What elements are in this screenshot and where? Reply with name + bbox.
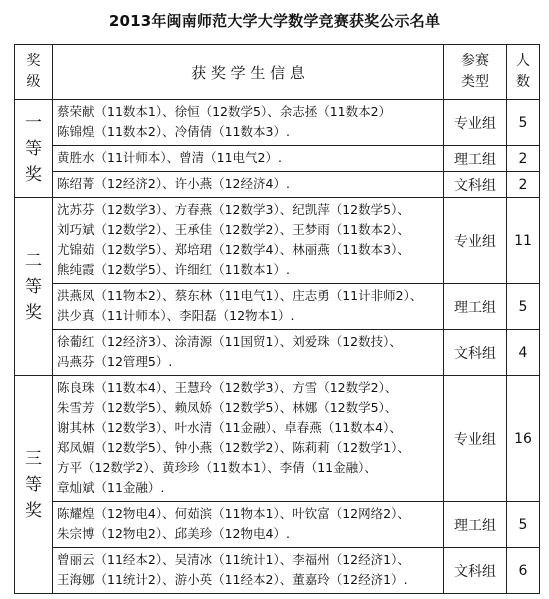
winner-names-line: 尤锦茹（12数学5）、郑培珺（12数学4）、林丽燕（11数本3）、 [57,242,410,257]
winner-names-line: 郑凤媚（12数学5）、钟小燕（12数学2）、陈莉莉（12数学1）、 [57,440,410,455]
winner-count-cell: 5 [507,284,540,330]
group-type-cell: 理工组 [444,284,507,330]
winner-count-cell: 6 [507,548,540,594]
group-type-cell: 文科组 [444,172,507,198]
award-level-char: 等 [25,138,42,159]
award-level-char: 奖 [25,500,42,521]
award-row [15,172,540,198]
award-level-char: 等 [25,276,42,297]
winner-names-line: 朱雪芳（12数学5）、赖凤娇（12数学5）、林娜（12数学5）、 [57,400,398,415]
winner-count-cell: 2 [507,172,540,198]
group-type-cell: 理工组 [444,502,507,548]
header-level-line: 奖 [26,53,41,69]
award-row [15,146,540,172]
award-row [15,548,540,594]
header-level [15,45,53,100]
winner-names-line: 蔡荣献（11数本1）、徐恒（12数学5）、余志拯（11数本2） [57,104,392,119]
page-title: 2013年闽南师范大学大学数学竞赛获奖公示名单 [108,12,441,30]
winner-names-line: 黄胜水（11计师本）、曾清（11电气2）. [57,150,282,165]
header-group-line: 类型 [461,74,489,90]
award-row [15,502,540,548]
winner-names-line: 曾丽云（11经本2）、吴清冰（11统计1）、李福州（12经济1）、 [57,552,410,567]
winner-names-cell [53,376,444,502]
winner-names-cell [53,146,444,172]
award-level-cell [15,100,53,198]
winner-count-cell: 5 [507,502,540,548]
award-table [14,44,540,594]
award-level-char: 奖 [25,164,42,185]
winner-names-cell [53,172,444,198]
award-level-cell [15,198,53,376]
winner-names-cell [53,100,444,146]
winner-names-line: 谢其林（12数学3）、叶水清（11金融）、卓春燕（11数本4）、 [57,420,402,435]
header-group [444,45,507,100]
winner-names-line: 陈良珠（11数本4）、王慧玲（12数学3）、方雪（12数学2）、 [57,380,398,395]
winner-names-line: 沈苏芬（12数学3）、方春燕（12数学3）、纪凯萍（12数学5）、 [57,202,410,217]
award-level-char: 一 [25,112,42,133]
winner-names-line: 陈绍菁（12经济2）、许小燕（12经济4）. [57,176,290,191]
winner-names-line: 陈锦煌（11数本2）、冷倩倩（11数本3）. [57,124,290,139]
winner-names-line: 熊纯霞（12数学5）、许细红（11数本1）. [57,262,290,277]
group-type-cell: 文科组 [444,548,507,594]
header-row [15,45,540,100]
winner-names-line: 王海娜（11统计2）、游小英（11经本2）、董嘉玲（12经济1）. [57,572,408,587]
award-level-cell [15,376,53,594]
winner-count-cell: 4 [507,330,540,376]
award-row [15,284,540,330]
header-info: 获 奖 学 生 信 息 [53,45,444,100]
header-count-line: 数 [516,74,530,90]
award-level-char: 奖 [25,302,42,323]
winner-names-line: 洪少真（11计师本）、李阳磊（12物本1）. [57,308,295,323]
winner-names-line: 徐葡红（12经济3）、涂清源（11国贸1）、刘爱珠（12数技）、 [57,334,402,349]
winner-names-line: 洪燕凤（11物本2）、蔡东林（11电气1）、庄志勇（11计非师2）、 [57,288,423,303]
award-level-char: 三 [25,448,42,469]
winner-names-line: 冯燕芬（12管理5）. [57,354,173,369]
group-type-cell: 专业组 [444,198,507,284]
group-type-cell: 文科组 [444,330,507,376]
winner-names-cell [53,330,444,376]
award-row [15,376,540,502]
winner-names-cell [53,284,444,330]
header-count-line: 人 [516,53,530,69]
award-body [15,100,540,594]
winner-names-line: 刘巧斌（12数学2）、王承佳（12数学2）、王梦雨（11数本2）、 [57,222,410,237]
award-row [15,100,540,146]
winner-names-cell [53,198,444,284]
winner-names-cell [53,548,444,594]
winner-names-cell [53,502,444,548]
winner-names-line: 方平（12数学2）、黄珍珍（11数本1）、李倩（11金融）、 [57,460,377,475]
winner-count-cell: 16 [507,376,540,502]
winner-count-cell: 2 [507,146,540,172]
group-type-cell: 理工组 [444,146,507,172]
header-group-line: 参赛 [461,53,489,69]
group-type-cell: 专业组 [444,376,507,502]
header-count [507,45,540,100]
header-level-line: 级 [26,74,41,90]
award-row [15,198,540,284]
winner-names-line: 陈耀煌（12物电4）、何茹滨（11物本1）、叶钦富（12网络2）、 [57,506,410,521]
award-level-char: 等 [25,474,42,495]
group-type-cell: 专业组 [444,100,507,146]
winner-count-cell: 11 [507,198,540,284]
award-row [15,330,540,376]
award-level-char: 二 [25,250,42,271]
winner-names-line: 朱宗博（12物电2）、邱美珍（12物电4）. [57,526,290,541]
winner-count-cell: 5 [507,100,540,146]
winner-names-line: 章灿斌（11金融）. [57,480,165,495]
